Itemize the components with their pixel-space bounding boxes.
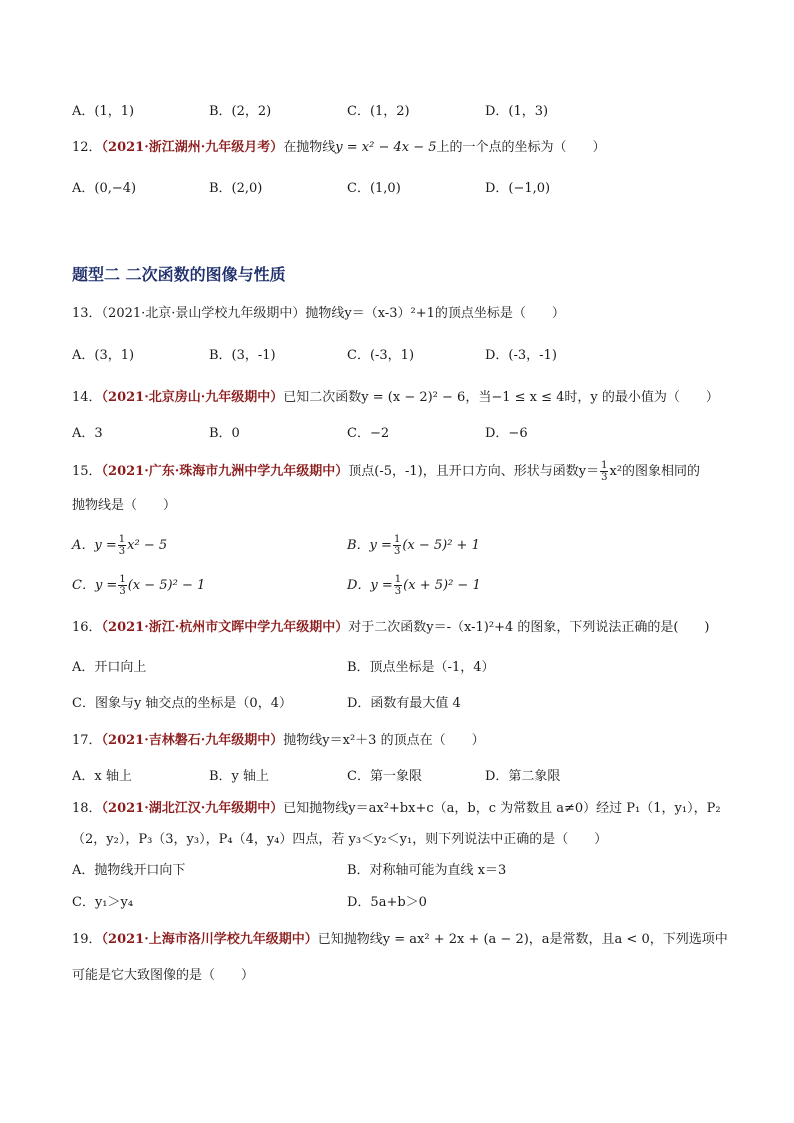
q12-option-c: C．(1,0) — [347, 181, 401, 196]
q14-option-a: A．3 — [72, 426, 103, 441]
q17-option-c: C．第一象限 — [347, 769, 422, 784]
q17-option-b: B．y 轴上 — [209, 769, 270, 784]
q17-number: 17． — [72, 733, 102, 748]
q15-a-post: x² − 5 — [127, 538, 168, 553]
q16-source: （2021·浙江·杭州市文晖中学九年级期中） — [101, 620, 349, 635]
q11-option-d: D．(1，3) — [485, 104, 549, 119]
q17-text: 抛物线y＝x²＋3 的顶点在（ ） — [283, 733, 485, 748]
q15-c-frac — [118, 574, 126, 597]
q15-d-pre: D．y = — [347, 578, 393, 593]
q16-option-d: D．函数有最大值 4 — [347, 696, 461, 711]
q15-fraction — [600, 460, 608, 483]
q15-text-pre: 顶点(-5，-1)，且开口方向、形状与函数y＝ — [348, 464, 600, 479]
q15-option-d — [347, 574, 481, 597]
q19-source: （2021·上海市洛川学校九年级期中） — [101, 932, 318, 947]
q15-stem — [72, 460, 734, 483]
q12-source: （2021·浙江湖州·九年级月考） — [101, 140, 284, 155]
q17-stem — [72, 731, 734, 751]
q12-tail: 上的一个点的坐标为（ ） — [436, 140, 606, 155]
q11-option-c: C．(1，2) — [347, 104, 410, 119]
q14-source: （2021·北京房山·九年级期中） — [101, 390, 284, 405]
q15-number: 15． — [72, 464, 102, 479]
section-title: 题型二 二次函数的图像与性质 — [72, 265, 286, 284]
q15-c-frac-den: 3 — [119, 586, 126, 597]
q13-option-a: A．(3，1) — [72, 348, 135, 363]
q15-b-frac-num: 1 — [393, 534, 401, 545]
q15-option-b — [347, 534, 480, 557]
q19-number: 19． — [72, 932, 102, 947]
q15-d-frac-num: 1 — [394, 574, 402, 585]
q13-option-d: D．(-3，-1) — [485, 348, 557, 363]
q18-number: 18． — [72, 801, 102, 816]
q19-stem — [72, 930, 734, 950]
q15-frac-den: 3 — [601, 472, 608, 483]
q15-c-frac-num: 1 — [119, 574, 126, 585]
q11-option-a: A．(1，1) — [72, 104, 135, 119]
q18-option-b: B．对称轴可能为直线 x＝3 — [347, 863, 507, 878]
q14-option-b: B．0 — [209, 426, 240, 441]
q12-number: 12． — [72, 140, 102, 155]
q15-d-post: (x + 5)² − 1 — [403, 578, 481, 593]
q15-text-post: x²的图象相同的 — [609, 464, 701, 479]
q13-option-c: C．(-3，1) — [347, 348, 415, 363]
q18-line2: （2，y₂），P₃（3，y₃），P₄（4，y₄）四点，若 y₃＜y₂＜y₁，则下列说法中正确的是（ ） — [72, 832, 608, 847]
q17-source: （2021·吉林磐石·九年级期中） — [101, 733, 284, 748]
q12-formula: y = x² − 4x − 5 — [335, 140, 437, 155]
q15-option-a — [72, 534, 167, 557]
q14-stem — [72, 388, 734, 408]
q15-d-frac-den: 3 — [394, 586, 402, 597]
q12-option-d: D．(−1,0) — [485, 181, 551, 196]
q16-stem — [72, 618, 734, 638]
q15-line2: 抛物线是（ ） — [72, 498, 177, 513]
q14-option-d: D．−6 — [485, 426, 528, 441]
q12-text: 在抛物线 — [283, 140, 336, 155]
q15-option-c — [72, 574, 205, 597]
q11-option-b: B．(2，2) — [209, 104, 272, 119]
q16-text: 对于二次函数y＝-（x-1)²+4 的图象，下列说法正确的是( ) — [348, 620, 710, 635]
q13-option-b: B．(3，-1) — [209, 348, 276, 363]
q14-text: 已知二次函数y = (x − 2)² − 6，当−1 ≤ x ≤ 4时，y 的最小值为（ ） — [283, 390, 719, 405]
q16-option-b: B．顶点坐标是（-1，4） — [347, 660, 495, 675]
q17-option-d: D．第二象限 — [485, 769, 561, 784]
q15-b-frac-den: 3 — [393, 546, 401, 557]
q15-c-pre: C．y = — [72, 578, 118, 593]
q18-option-c: C．y₁＞y₄ — [72, 895, 134, 910]
q16-option-a: A．开口向上 — [72, 660, 147, 675]
q18-stem — [72, 799, 734, 819]
q15-a-frac-num: 1 — [118, 534, 126, 545]
q15-a-pre: A．y = — [72, 538, 117, 553]
q15-c-post: (x − 5)² − 1 — [127, 578, 206, 593]
q15-a-frac-den: 3 — [118, 546, 126, 557]
q12-option-b: B．(2,0) — [209, 181, 263, 196]
q12-option-a: A．(0,−4) — [72, 181, 137, 196]
q15-b-frac — [393, 534, 401, 557]
q14-number: 14． — [72, 390, 102, 405]
q19-text: 已知抛物线y = ax² + 2x + (a − 2)，a是常数，且a < 0，下列选项中 — [317, 932, 728, 947]
q13-stem: 13．（2021·北京·景山学校九年级期中）抛物线y＝（x-3）²+1的顶点坐标是（ ） — [72, 306, 565, 321]
q16-number: 16． — [72, 620, 102, 635]
q14-option-c: C．−2 — [347, 426, 390, 441]
q18-option-a: A．抛物线开口向下 — [72, 863, 186, 878]
q12-stem — [72, 138, 734, 158]
q18-option-d: D．5a+b＞0 — [347, 895, 427, 910]
q18-text: 已知抛物线y＝ax²+bx+c（a，b，c 为常数且 a≠0）经过 P₁（1，y₁），P₂ — [283, 801, 721, 816]
q15-frac-num: 1 — [601, 460, 608, 471]
q19-line2: 可能是它大致图像的是（ ） — [72, 968, 255, 983]
q17-option-a: A．x 轴上 — [72, 769, 132, 784]
q15-d-frac — [394, 574, 402, 597]
q16-option-c: C．图象与y 轴交点的坐标是（0，4） — [72, 696, 292, 711]
q15-b-post: (x − 5)² + 1 — [402, 538, 480, 553]
q15-source: （2021·广东·珠海市九洲中学九年级期中） — [101, 464, 349, 479]
q15-a-frac — [118, 534, 126, 557]
q18-source: （2021·湖北江汉·九年级期中） — [101, 801, 284, 816]
q15-b-pre: B．y = — [347, 538, 392, 553]
